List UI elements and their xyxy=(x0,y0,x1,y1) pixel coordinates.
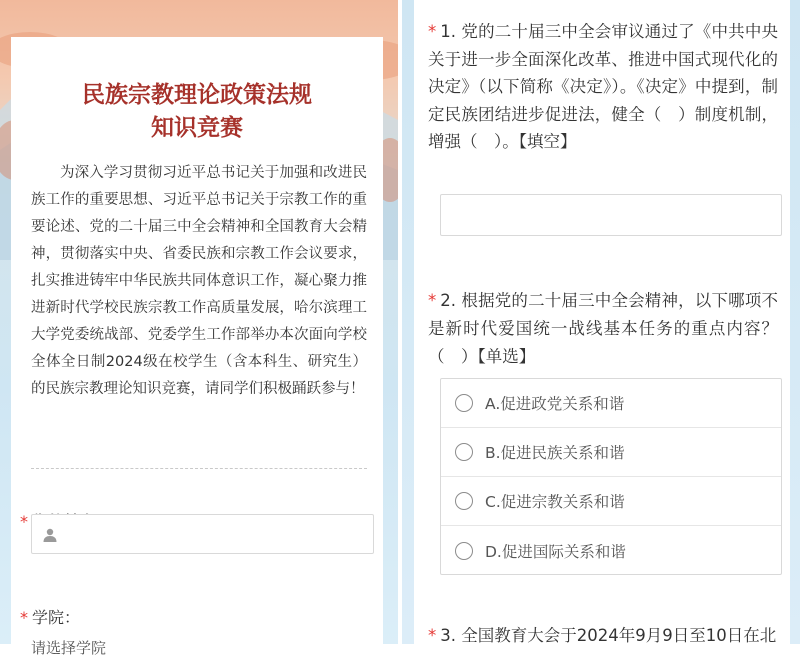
question-1-answer-input[interactable] xyxy=(440,194,782,236)
radio-button[interactable] xyxy=(455,394,473,412)
question-2-options xyxy=(440,378,782,575)
radio-button[interactable] xyxy=(455,443,473,461)
option-c[interactable] xyxy=(441,477,781,526)
college-question-label xyxy=(20,605,80,631)
question-2 xyxy=(428,287,778,371)
name-input[interactable] xyxy=(31,514,374,554)
radio-button[interactable] xyxy=(455,492,473,510)
option-label: C.促进宗教关系和谐 xyxy=(485,493,625,511)
question-2-text: 2. 根据党的二十届三中全会精神，以下哪项不是新时代爱国统一战线基本任务的重点内容？（ ）【单选】 xyxy=(428,291,778,366)
user-icon xyxy=(42,527,58,543)
college-label-text: 学院： xyxy=(32,608,81,627)
question-3-text: 3. 全国教育大会于2024年9月9日至10日在北 xyxy=(440,626,777,645)
option-d[interactable] xyxy=(441,526,781,575)
dashed-divider xyxy=(31,468,367,469)
option-label: A.促进政党关系和谐 xyxy=(485,395,625,413)
title-line-1: 民族宗教理论政策法规 xyxy=(82,82,312,108)
college-select-placeholder[interactable]: 请选择学院 xyxy=(31,639,107,657)
title-line-2: 知识竞赛 xyxy=(151,115,243,141)
question-1-text: 1. 党的二十届三中全会审议通过了《中共中央关于进一步全面深化改革、推进中国式现代化的决定》（以下简称《决定》）。《决定》中提到，制定民族团结进步促进法，健全（ ）制度机制，增强（ ）。【填空】 xyxy=(428,22,778,151)
left-panel xyxy=(0,0,398,657)
intro-card xyxy=(11,37,383,657)
question-3 xyxy=(428,622,788,649)
radio-button[interactable] xyxy=(455,542,473,560)
question-1 xyxy=(428,18,778,156)
intro-paragraph: 为深入学习贯彻习近平总书记关于加强和改进民族工作的重要思想、习近平总书记关于宗教工作的重要论述、党的二十届三中全会精神和全国教育大会精神，贯彻落实中央、省委民族和宗教工作会议要求，扎实推进铸牢中华民族共同体意识工作，凝心聚力推进新时代学校民族宗教工作高质量发展，哈尔滨理工大学党委统战部、党委学生工作部举办本次面向学校全体全日制2024级在校学生（含本科生、研究生）的民族宗教理论知识竞赛，请同学们积极踊跃参与！ xyxy=(31,165,367,397)
required-mark: * xyxy=(20,608,28,627)
required-mark: * xyxy=(428,291,437,310)
option-label: B.促进民族关系和谐 xyxy=(485,444,625,462)
right-panel xyxy=(402,0,800,644)
required-mark: * xyxy=(20,512,28,531)
option-label: D.促进国际关系和谐 xyxy=(485,542,626,561)
required-mark: * xyxy=(428,22,437,41)
questions-card xyxy=(414,0,790,644)
option-b[interactable] xyxy=(441,428,781,477)
required-mark: * xyxy=(428,626,437,645)
option-a[interactable] xyxy=(441,379,781,428)
page-title xyxy=(11,79,383,145)
